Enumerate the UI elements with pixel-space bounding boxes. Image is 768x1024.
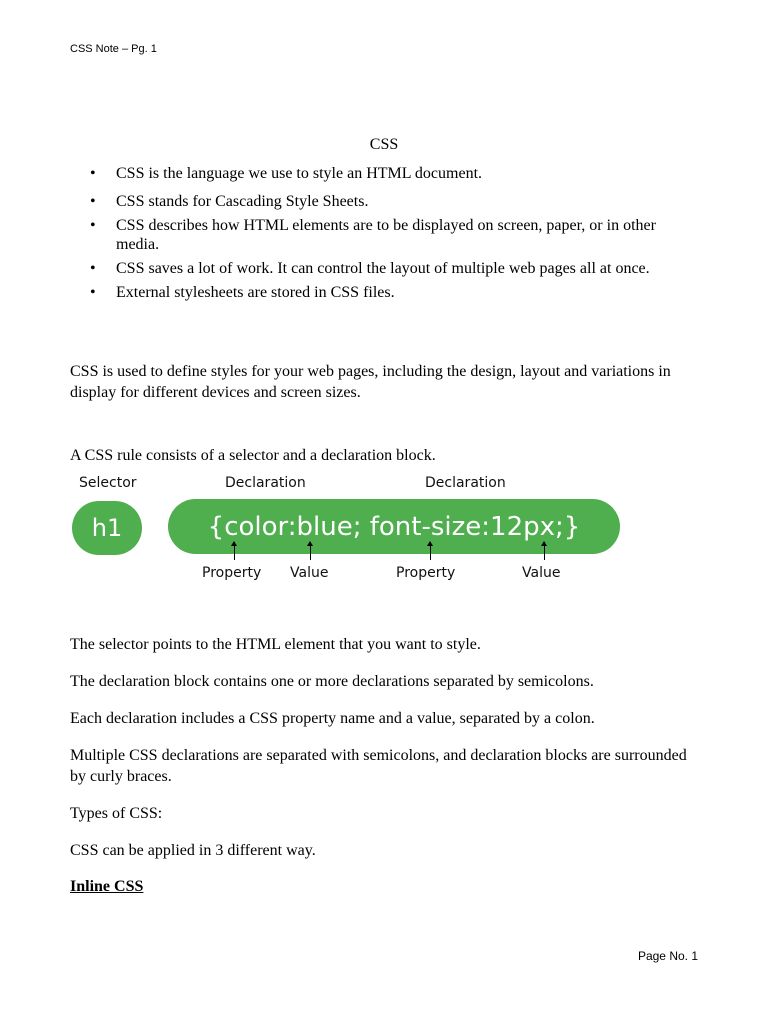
page-header: CSS Note – Pg. 1 [70, 43, 157, 55]
arrow-up-icon [544, 542, 545, 560]
bullet-list [70, 164, 700, 307]
page-title: CSS [369, 136, 399, 153]
list-item: • CSS saves a lot of work. It can control the layout of multiple web pages all at once. [70, 259, 700, 278]
declaration-label: Declaration [225, 475, 306, 491]
css-rule-diagram [70, 470, 630, 590]
applied-paragraph: CSS can be applied in 3 different way. [70, 842, 316, 859]
rule-paragraph: A CSS rule consists of a selector and a declaration block. [70, 447, 436, 464]
multiple-declarations-paragraph: Multiple CSS declarations are separated with semicolons, and declaration blocks are surrounded by curly braces. [70, 747, 687, 785]
selector-label: Selector [79, 475, 137, 491]
value-label: Value [290, 565, 329, 581]
inline-css-heading: Inline CSS [70, 878, 144, 895]
list-item: • CSS stands for Cascading Style Sheets. [70, 192, 700, 211]
property-label: Property [396, 565, 456, 581]
list-item: • CSS describes how HTML elements are to be displayed on screen, paper, or in other media. [70, 216, 700, 254]
arrow-up-icon [310, 542, 311, 560]
page-footer: Page No. 1 [637, 949, 698, 963]
list-item: • External stylesheets are stored in CSS files. [70, 283, 700, 302]
value-label: Value [522, 565, 561, 581]
intro-paragraph: CSS is used to define styles for your web pages, including the design, layout and variations in display for different devices and screen sizes. [70, 363, 671, 401]
arrow-up-icon [430, 542, 431, 560]
types-paragraph: Types of CSS: [70, 805, 163, 822]
declaration-block-paragraph: The declaration block contains one or more declarations separated by semicolons. [70, 673, 594, 690]
selector-paragraph: The selector points to the HTML element that you want to style. [70, 636, 481, 653]
list-item: • CSS is the language we use to style an HTML document. [70, 164, 700, 183]
each-declaration-paragraph: Each declaration includes a CSS property name and a value, separated by a colon. [70, 710, 595, 727]
property-label: Property [202, 565, 262, 581]
selector-pill: h1 [72, 501, 142, 555]
arrow-up-icon [234, 542, 235, 560]
declaration-pill: {color:blue; font-size:12px;} [168, 499, 620, 554]
declaration-label: Declaration [425, 475, 506, 491]
